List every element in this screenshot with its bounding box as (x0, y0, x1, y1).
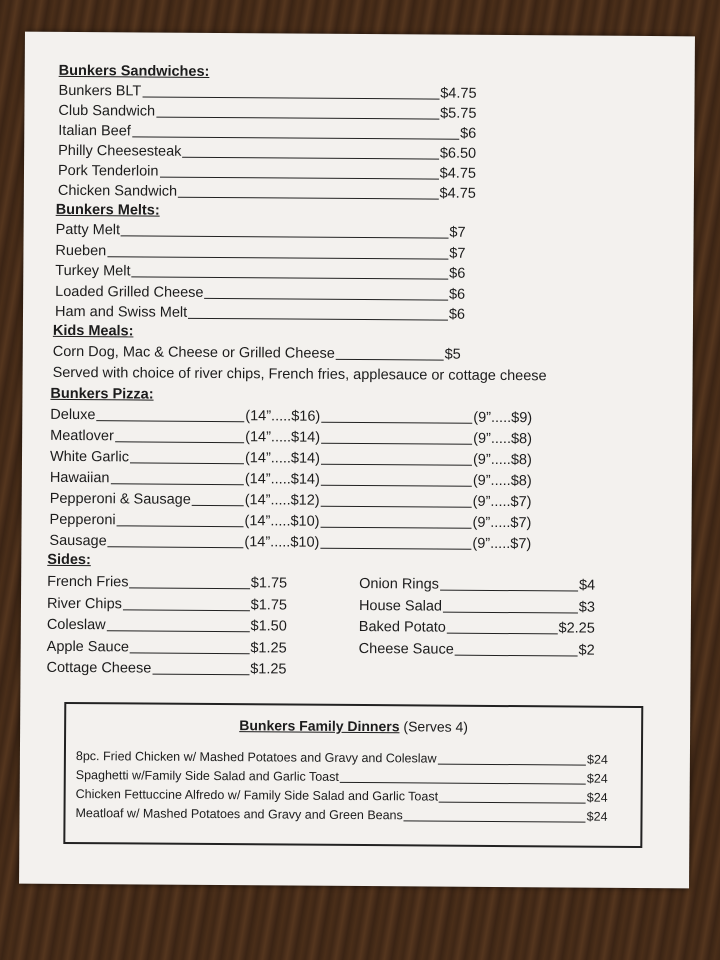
side-price: $1.50 (250, 618, 287, 635)
menu-item-row (359, 618, 595, 638)
menu-item-row (359, 597, 595, 617)
item-price: $7 (449, 245, 466, 262)
side-name: House Salad (358, 597, 443, 615)
sides-left-list (25, 32, 695, 37)
pizza-name: Deluxe (50, 406, 96, 424)
side-name: Baked Potato (358, 619, 446, 636)
leader-line (321, 464, 472, 466)
menu-item-row (47, 573, 287, 593)
family-dinner-price: $24 (587, 752, 608, 767)
pizza-name: White Garlic (49, 448, 130, 466)
menu-item-row (59, 82, 477, 103)
side-name: River Chips (46, 595, 122, 612)
leader-line (321, 506, 472, 508)
pizza-name: Hawaiian (49, 469, 110, 487)
item-price: $6 (460, 125, 477, 142)
leader-line (130, 652, 249, 654)
leader-line (131, 276, 448, 279)
side-name: Apple Sauce (46, 638, 129, 655)
pizza-large-price: (14”.....$16) (245, 408, 321, 425)
pizza-small-price: (9”.....$8) (473, 430, 533, 448)
pizza-small-price: (9”.....$7) (472, 535, 532, 553)
item-name: Rueben (55, 242, 107, 259)
sandwiches-list (25, 32, 695, 37)
pizza-small-price: (9”.....$8) (472, 472, 532, 490)
melts-heading: Bunkers Melts: (55, 201, 160, 219)
family-dinner-price: $24 (586, 809, 608, 824)
item-price: $5.75 (440, 105, 477, 122)
pizza-row (50, 427, 546, 448)
leader-line (152, 674, 249, 676)
leader-line (115, 441, 244, 443)
menu-item-row (58, 182, 476, 203)
menu-item-row (58, 122, 476, 143)
pizza-large-price: (14”.....$12) (244, 492, 320, 509)
leader-line (404, 820, 586, 822)
pizza-small-price: (9”.....$9) (473, 409, 533, 427)
pizza-small-price: (9”.....$7) (472, 514, 532, 532)
item-name: Patty Melt (55, 221, 121, 239)
pizza-row (50, 490, 546, 511)
family-dinner-price: $24 (586, 790, 608, 805)
side-price: $2 (578, 642, 595, 659)
item-name: Ham and Swiss Melt (54, 303, 188, 321)
side-price: $1.25 (250, 661, 287, 678)
leader-line (182, 157, 438, 160)
side-price: $1.25 (250, 639, 287, 657)
pizza-row (49, 532, 545, 553)
family-dinner-name: Chicken Fettuccine Alfredo w/ Family Side Salad and Garlic Toast (75, 787, 439, 804)
pizza-name: Pepperoni (49, 511, 116, 529)
side-price: $2.25 (558, 620, 595, 637)
family-dinner-name: Spaghetti w/Family Side Salad and Garlic Toast (75, 768, 339, 784)
item-price: $4.75 (439, 165, 477, 182)
leader-line (321, 422, 472, 424)
leader-line (107, 630, 250, 632)
family-dinner-name: Meatloaf w/ Mashed Potatoes and Gravy and Green Beans (75, 806, 403, 823)
family-dinners-heading: Bunkers Family Dinners (239, 717, 400, 735)
pizza-row (50, 448, 546, 469)
leader-line (455, 654, 578, 656)
menu-item-row (58, 162, 476, 183)
leader-line (340, 782, 586, 785)
item-price: $6 (449, 265, 466, 282)
leader-line (320, 527, 471, 529)
menu-item-row (76, 748, 608, 768)
leader-line (443, 611, 578, 613)
menu-item-row (47, 616, 287, 636)
menu-item-row (56, 221, 466, 242)
item-name: Turkey Melt (55, 262, 131, 280)
side-price: $1.75 (250, 596, 288, 614)
menu-item-row (76, 767, 608, 787)
item-price: $4.75 (439, 185, 476, 202)
menu-page (19, 32, 695, 889)
leader-line (129, 587, 249, 589)
pizza-large-price: (14”.....$10) (244, 534, 320, 551)
leader-line (156, 117, 439, 120)
leader-line (130, 462, 244, 464)
pizza-large-price: (14”.....$14) (244, 450, 321, 467)
sides-right-list (25, 32, 695, 37)
kids-meal-name: Corn Dog, Mac & Cheese or Grilled Cheese (52, 343, 335, 362)
menu-item-row (47, 594, 287, 614)
leader-line (96, 420, 244, 422)
family-dinners-box (63, 702, 643, 848)
sides-heading: Sides: (47, 551, 91, 569)
menu-item-row (55, 262, 465, 283)
leader-line (132, 136, 459, 139)
menu-item-row (55, 303, 465, 324)
leader-line (437, 764, 586, 766)
melts-list (25, 32, 695, 37)
pizza-row (50, 511, 546, 532)
leader-line (321, 485, 472, 487)
menu-item-row (359, 640, 595, 660)
leader-line (159, 177, 438, 180)
pizza-large-price: (14”.....$14) (245, 429, 321, 446)
family-dinner-price: $24 (586, 771, 608, 786)
pizza-row (50, 406, 546, 427)
menu-item-row (75, 805, 607, 825)
menu-item-row (47, 637, 287, 657)
pizza-name: Meatlover (50, 427, 114, 445)
leader-line (107, 256, 448, 259)
pizza-small-price: (9”.....$8) (472, 451, 532, 469)
pizza-row (50, 469, 546, 490)
menu-item-row (55, 282, 465, 303)
leader-line (439, 802, 586, 804)
side-name: Cottage Cheese (46, 659, 152, 677)
menu-item-row (76, 786, 608, 806)
menu-item-row (46, 659, 286, 679)
leader-line (204, 297, 448, 300)
leader-line (188, 318, 448, 321)
leader-line (108, 546, 244, 548)
side-name: Coleslaw (46, 616, 106, 634)
pizza-list (25, 32, 695, 37)
sandwiches-heading: Bunkers Sandwiches: (58, 62, 210, 80)
item-name: Pork Tenderloin (57, 162, 159, 180)
leader-line (320, 548, 471, 550)
leader-line (178, 197, 438, 200)
leader-line (321, 443, 472, 445)
menu-item-row (55, 241, 465, 262)
side-name: Cheese Sauce (358, 640, 454, 658)
pizza-small-price: (9”.....$7) (472, 493, 532, 511)
item-name: Club Sandwich (58, 102, 156, 120)
item-name: Italian Beef (58, 122, 131, 140)
side-price: $3 (578, 599, 596, 616)
family-dinners-title (66, 716, 641, 736)
kids-meal-row (53, 343, 461, 364)
leader-line (110, 483, 243, 485)
pizza-large-price: (14”.....$10) (244, 513, 320, 530)
leader-line (440, 590, 578, 592)
item-name: Loaded Grilled Cheese (55, 283, 204, 301)
side-name: French Fries (47, 573, 129, 591)
item-name: Bunkers BLT (58, 82, 142, 100)
item-price: $4.75 (440, 85, 477, 102)
item-price: $6 (448, 286, 466, 303)
leader-line (123, 609, 250, 611)
menu-item-row (58, 142, 476, 163)
side-price: $4 (578, 577, 596, 594)
kids-heading: Kids Meals: (52, 322, 134, 340)
pizza-name: Sausage (49, 532, 107, 550)
item-price: $6 (448, 306, 466, 323)
pizza-heading: Bunkers Pizza: (50, 385, 154, 403)
item-price: $7 (449, 224, 466, 241)
leader-line (447, 633, 558, 635)
family-dinners-serves: (Serves 4) (399, 718, 469, 735)
kids-note: Served with choice of river chips, French fries, applesauce or cottage cheese (52, 364, 547, 385)
leader-line (192, 505, 244, 506)
side-price: $1.75 (250, 575, 288, 592)
item-name: Chicken Sandwich (57, 182, 178, 200)
pizza-name: Pepperoni & Sausage (49, 490, 191, 508)
menu-item-row (58, 102, 476, 123)
leader-line (117, 525, 244, 527)
leader-line (142, 96, 439, 99)
item-price: $6.50 (439, 145, 477, 162)
family-dinner-name: 8pc. Fried Chicken w/ Mashed Potatoes and Gravy and Coleslaw (75, 749, 437, 766)
menu-item-row (359, 575, 595, 595)
side-name: Onion Rings (359, 576, 439, 593)
item-name: Philly Cheesesteak (58, 142, 182, 160)
leader-line (121, 235, 448, 238)
leader-line (336, 359, 444, 361)
kids-meal-price: $5 (444, 346, 461, 363)
pizza-large-price: (14”.....$14) (244, 471, 320, 488)
